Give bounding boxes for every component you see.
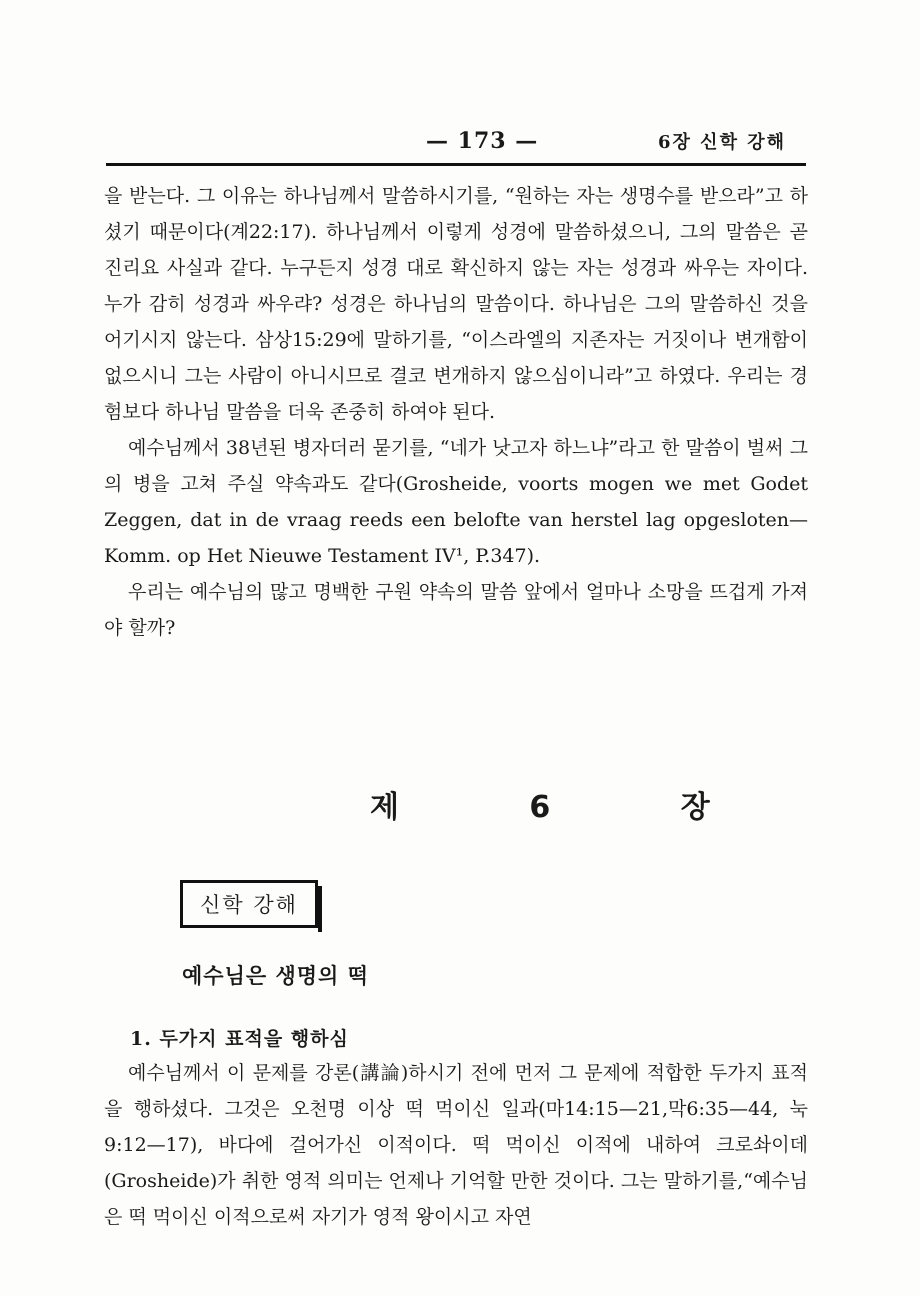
section-body-text <box>104 1055 808 1235</box>
running-chapter-title: 6장 신학 강해 <box>658 132 786 153</box>
paragraph: 예수님께서 38년된 병자더러 묻기를, “네가 낫고자 하느냐”라고 한 말씀이 벌써 그의 병을 고쳐 주실 약속과도 같다(Grosheide, voorts mogen we met Godet Zeggen, dat in de vraag reeds een belofte van herstel lag opgesloten—Komm. op Het Nieuwe Testament IV¹, P.347). <box>104 437 808 567</box>
body-text <box>104 178 808 646</box>
page-header <box>106 122 806 162</box>
paragraph: 예수님께서 이 문제를 강론(講論)하시기 전에 먼저 그 문제에 적합한 두가지 표적을 행하셨다. 그것은 오천명 이상 떡 먹이신 일과(마14:15—21,막6:35—44, 눅9:12—17), 바다에 걸어가신 이적이다. 떡 먹이신 이적에 내하여 크로솨이데(Grosheide)가 취한 영적 의미는 언제나 기억할 만한 것이다. 그는 말하기를,“예수님은 떡 먹이신 이적으로써 자기가 영적 왕이시고 자연 <box>104 1062 808 1228</box>
paragraph: 우리는 예수님의 많고 명백한 구원 약속의 말씀 앞에서 얼마나 소망을 뜨겁게 가져야 할까? <box>104 581 808 639</box>
numbered-heading: 1. 두가지 표적을 행하심 <box>130 1028 349 1050</box>
section-label-box <box>180 880 318 928</box>
section-label: 신학 강해 <box>200 893 298 917</box>
page-number: — 173 — <box>426 128 539 154</box>
chapter-title: 제 6 장 <box>370 790 770 825</box>
header-divider <box>106 163 806 166</box>
paragraph: 을 받는다. 그 이유는 하나님께서 말씀하시기를, “원하는 자는 생명수를 받으라”고 하셨기 때문이다(계22:17). 하나님께서 이렇게 성경에 말씀하셨으니, 그의 말씀은 곧 진리요 사실과 같다. 누구든지 성경 대로 확신하지 않는 자는 성경과 싸우는 자이다. 누가 감히 성경과 싸우랴? 성경은 하나님의 말씀이다. 하나님은 그의 말씀하신 것을 어기시지 않는다. 삼상15:29에 말하기를, “이스라엘의 지존자는 거짓이나 변개함이 없으시니 그는 사람이 아니시므로 결코 변개하지 않으심이니라”고 하였다. 우리는 경험보다 하나님 말씀을 더욱 존중히 하여야 된다. <box>104 185 808 423</box>
section-subtitle: 예수님은 생명의 떡 <box>182 964 369 988</box>
